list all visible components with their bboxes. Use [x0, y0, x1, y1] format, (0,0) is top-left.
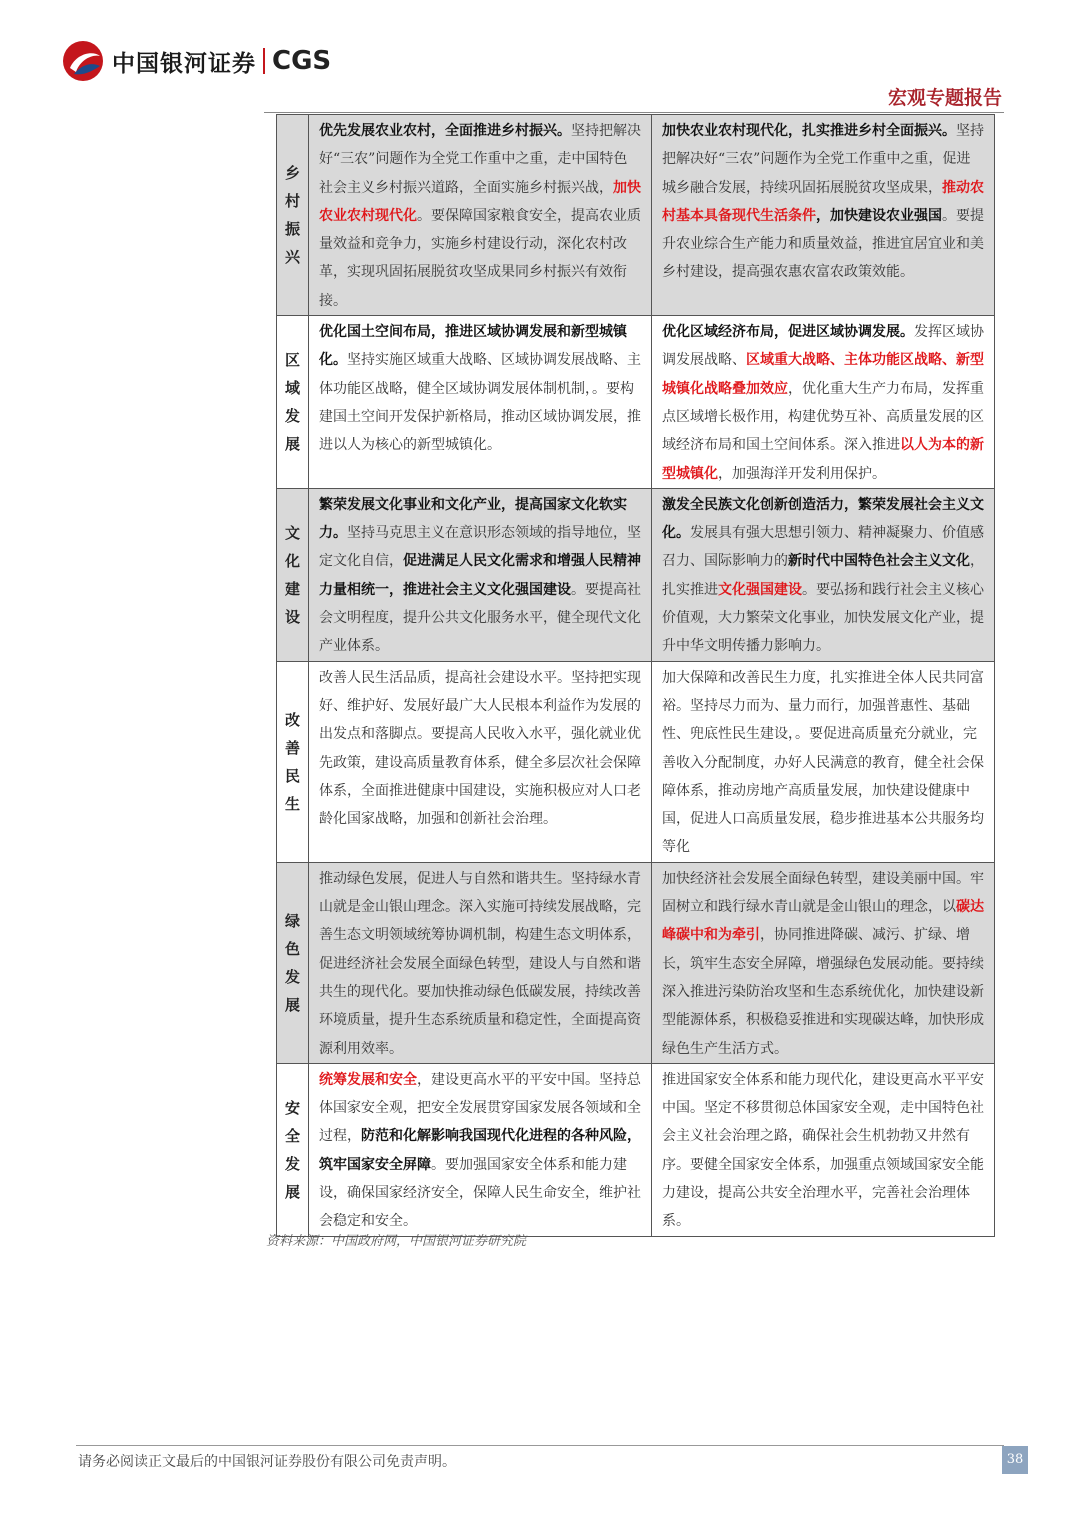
category-char: 发 [284, 967, 300, 986]
bold-text: 激发全民族文化创新创造活力，繁荣发展社会主义文化。 [662, 496, 984, 542]
category-char: 全 [284, 1126, 300, 1145]
row-category [277, 488, 309, 661]
report-type-label: 宏观专题报告 [887, 87, 1002, 109]
category-char: 展 [284, 434, 300, 453]
page-number: 38 [1002, 1446, 1028, 1474]
bold-text: 加快农业农村现代化，扎实推进乡村全面振兴。 [662, 123, 956, 139]
body-text: 加大保障和改善民生力度，扎实推进全体人民共同富裕。坚持尽力而为、量力而行，加强普惠性、基础性、兜底性民生建设，。要促进高质量充分就业，完善收入分配制度，办好人民满意的教育，健全社会保障体系，推动房地产高质量发展，加快建设健康中国，促进人口高质量发展，稳步推进基本公共服务均等化 [662, 669, 984, 856]
highlight-text: 统筹发展和安全 [319, 1071, 417, 1088]
body-text: 坚持马克思主义在意识形态领域的指导地位，坚定文化自信， [319, 525, 641, 570]
table-row [277, 862, 995, 1063]
highlight-text: 以人为本的新型城镇化 [662, 437, 984, 482]
category-char: 展 [284, 1182, 300, 1201]
cell-14th-plan [309, 316, 652, 489]
cell-14th-plan [309, 661, 652, 862]
row-category [277, 1063, 309, 1236]
brand-name-en: CGS [272, 46, 332, 76]
highlight-text: 推动农村基本具备现代生活条件 [662, 179, 984, 224]
cell-15th-plan [652, 862, 995, 1063]
category-char: 发 [284, 406, 300, 425]
cell-14th-plan [309, 115, 652, 316]
category-char: 村 [284, 192, 300, 211]
category-char: 化 [284, 551, 300, 570]
cell-14th-plan [309, 1063, 652, 1236]
body-text: ，优化重大生产力布局，发挥重点区域增长极作用，构建优势互补、高质量发展的区域经济布局和国土空间体系。深入推进 [662, 380, 984, 454]
cell-14th-plan [309, 862, 652, 1063]
bold-text: 优化国土空间布局，推进区域协调发展和新型城镇化。 [319, 324, 627, 369]
cell-15th-plan [652, 1063, 995, 1236]
body-text: 发展具有强大思想引领力、精神凝聚力、价值感召力、国际影响力的 [662, 525, 984, 570]
body-text: ，协同推进降碳、减污、扩绿、增长，筑牢生态安全屏障，增强绿色发展动能。要持续深入推进污染防治攻坚和生态系统优化，加快建设新型能源体系，积极稳妥推进和实现碳达峰，加快形成绿色生产生活方式。 [662, 927, 984, 1057]
policy-comparison-table [276, 114, 995, 1237]
bold-text: 新时代中国特色社会主义文化 [788, 553, 970, 570]
category-char: 民 [284, 766, 300, 785]
bold-text: 防范和化解影响我国现代化进程的各种风险，筑牢国家安全屏障 [319, 1128, 641, 1173]
body-text: 推进国家安全体系和能力现代化，建设更高水平平安中国。坚定不移贯彻总体国家安全观，走中国特色社会主义社会治理之路，确保社会生机勃勃又井然有序。要健全国家安全体系，加强重点领域国家安全能力建设，提高公共安全治理水平，完善社会治理体系。 [662, 1071, 984, 1230]
row-category [277, 661, 309, 862]
bold-text: ，加快建设农业强国 [816, 207, 942, 224]
category-char: 振 [284, 220, 300, 239]
body-text: ，加强海洋开发利用保护。 [718, 465, 886, 482]
category-char: 建 [284, 579, 300, 598]
category-char: 区 [284, 350, 300, 369]
body-text: 。要弘扬和践行社会主义核心价值观，大力繁荣文化事业，加快发展文化产业，提升中华文明传播力影响力。 [662, 581, 984, 655]
body-text: 改善人民生活品质，提高社会建设水平。坚持把实现好、维护好、发展好最广大人民根本利益作为发展的出发点和落脚点。要提高人民收入水平，强化就业优先政策，建设高质量教育体系，健全多层次社会保障体系，全面推进健康中国建设，实施积极应对人口老龄化国家战略，加强和创新社会治理。 [319, 669, 641, 828]
category-char: 绿 [284, 911, 300, 930]
cell-15th-plan [652, 488, 995, 661]
category-char: 展 [284, 995, 300, 1014]
table-row [277, 316, 995, 489]
disclaimer-text: 请务必阅读正文最后的中国银河证券股份有限公司免责声明。 [78, 1454, 456, 1470]
category-char: 域 [284, 378, 300, 397]
source-note: 资料来源：中国政府网，中国银河证券研究院 [266, 1234, 527, 1249]
body-text: 。要加强国家安全体系和能力建设，确保国家经济安全，保障人民生命安全，维护社会稳定和安全。 [319, 1156, 641, 1230]
category-char: 色 [284, 939, 300, 958]
row-category [277, 862, 309, 1063]
cell-14th-plan [309, 488, 652, 661]
cgs-logo-icon [62, 40, 104, 82]
row-category [277, 115, 309, 316]
body-text: 坚持把解决好“三农”问题作为全党工作重中之重，促进城乡融合发展，持续巩固拓展脱贫攻坚成果， [662, 123, 984, 196]
table-row [277, 1063, 995, 1236]
body-text: 发挥区域协调发展战略、 [662, 324, 984, 369]
highlight-text: 加快农业农村现代化 [319, 179, 641, 224]
header-divider [264, 112, 1004, 113]
category-char: 兴 [284, 248, 300, 267]
highlight-text: 区域重大战略、主体功能区战略、新型城镇化战略叠加效应 [662, 352, 984, 397]
category-char: 生 [284, 794, 300, 813]
brand-divider [263, 48, 265, 74]
category-char: 安 [284, 1098, 300, 1117]
table-row [277, 488, 995, 661]
body-text: 坚持把解决好“三农”问题作为全党工作重中之重，走中国特色社会主义乡村振兴道路，全面实施乡村振兴战， [319, 123, 641, 196]
body-text: 。要提升农业综合生产能力和质量效益，推进宜居宜业和美乡村建设，提高强农惠农富农政策效能。 [662, 207, 984, 281]
body-text: ，扎实推进 [662, 553, 984, 598]
brand-logo [62, 40, 331, 82]
body-text: 。要提高社会文明程度，提升公共文化服务水平，健全现代文化产业体系。 [319, 581, 641, 655]
table-row [277, 115, 995, 316]
cell-15th-plan [652, 316, 995, 489]
cell-15th-plan [652, 115, 995, 316]
body-text: 坚持实施区域重大战略、区域协调发展战略、主体功能区战略，健全区域协调发展体制机制，。要构建国土空间开发保护新格局，推动区域协调发展，推进以人为核心的新型城镇化。 [319, 352, 641, 454]
category-char: 善 [284, 738, 300, 757]
row-category [277, 316, 309, 489]
cell-15th-plan [652, 661, 995, 862]
body-text: 推动绿色发展，促进人与自然和谐共生。坚持绿水青山就是金山银山理念。深入实施可持续发展战略，完善生态文明领域统筹协调机制，构建生态文明体系，促进经济社会发展全面绿色转型，建设人与自然和谐共生的现代化。要加快推动绿色低碳发展，持续改善环境质量，提升生态系统质量和稳定性，全面提高资源利用效率。 [319, 870, 641, 1057]
highlight-text: 碳达峰碳中和为牵引 [662, 899, 984, 944]
category-char: 文 [284, 523, 300, 542]
category-char: 发 [284, 1154, 300, 1173]
category-char: 设 [284, 607, 300, 626]
category-char: 改 [284, 710, 300, 729]
highlight-text: 文化强国建设 [718, 581, 802, 598]
body-text: ，建设更高水平的平安中国。坚持总体国家安全观，把安全发展贯穿国家发展各领域和全过程， [319, 1071, 641, 1145]
bold-text: 繁荣发展文化事业和文化产业，提高国家文化软实力。 [319, 496, 627, 542]
body-text: 加快经济社会发展全面绿色转型，建设美丽中国。牢固树立和践行绿水青山就是金山银山的理念，以 [662, 870, 984, 916]
bold-text: 优化区域经济布局，促进区域协调发展。 [662, 324, 914, 341]
bold-text: 优先发展农业农村，全面推进乡村振兴。 [319, 123, 571, 139]
brand-name-cn: 中国银河证券 [112, 50, 256, 77]
table-row [277, 661, 995, 862]
bold-text: 促进满足人民文化需求和增强人民精神力量相统一，推进社会主义文化强国建设 [319, 553, 641, 598]
body-text: 。要保障国家粮食安全，提高农业质量效益和竞争力，实施乡村建设行动，深化农村改革，实现巩固拓展脱贫攻坚成果同乡村振兴有效衔接。 [319, 207, 641, 309]
category-char: 乡 [284, 164, 300, 183]
footer-divider [76, 1445, 1004, 1446]
